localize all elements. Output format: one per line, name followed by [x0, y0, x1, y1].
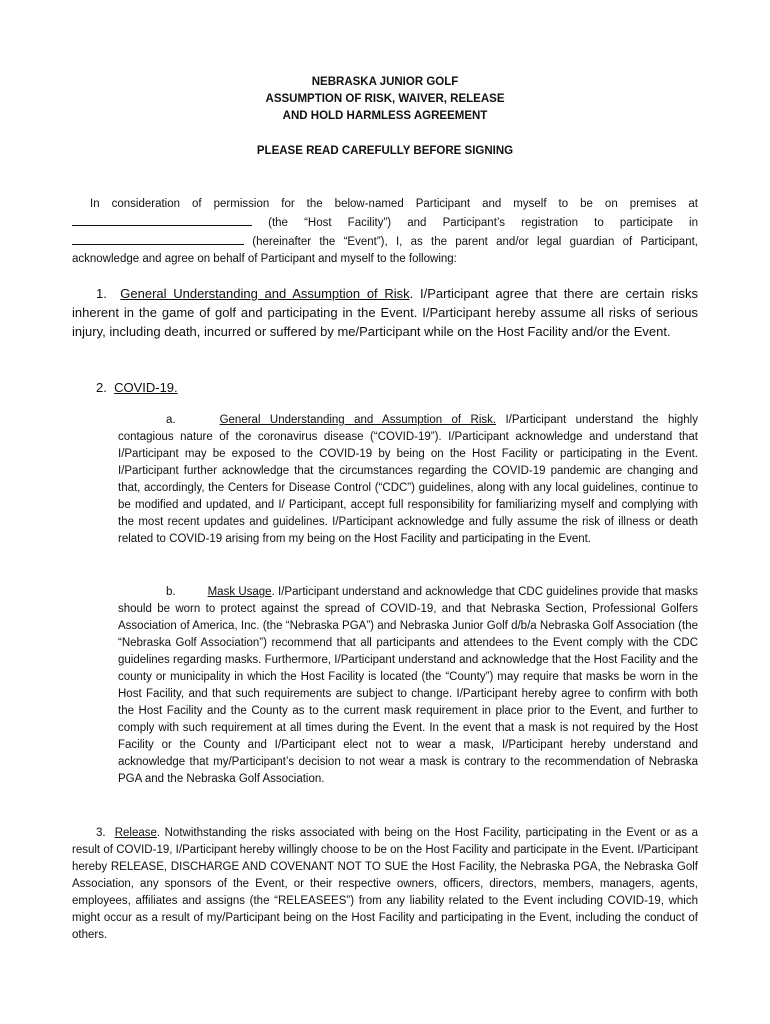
section-3-body: . Notwithstanding the risks associated with being on the Host Facility, participating in the Event or as a result of COVID-19, I/Participant hereby willingly choose to be on the Host Facility and participate in the Event. I/Participant hereby RELEASE, DISCHARGE AND COVENANT NOT TO SUE the Host Facility, the Nebraska PGA, the Nebraska Golf Association, any sponsors of the Event, or their respective owners, officers, directors, members, managers, agents, employees, affiliates and assigns (the “RELEASEES”) from any liability related to the Event including COVID-19, which might occur as a result of my/Participant being on the Host Facility and participating in the Event, including the conduct of others. — [72, 827, 698, 941]
host-facility-blank[interactable] — [72, 213, 252, 226]
section-2-number: 2. — [96, 380, 107, 395]
intro-paragraph — [72, 196, 698, 268]
section-2a — [118, 412, 698, 548]
section-3 — [72, 825, 698, 944]
read-carefully-notice: PLEASE READ CAREFULLY BEFORE SIGNING — [256, 145, 514, 157]
section-2b-body: . I/Participant understand and acknowledge that CDC guidelines provide that masks should be worn to protect against the spread of COVID-19, and that Nebraska Section, Professional Golfers Association of America, Inc. (the “Nebraska PGA”) and Nebraska Junior Golf d/b/a Nebraska Golf Association (the “Nebraska Golf Association”) recommend that all participants and attendees to the Event comply with the CDC guidelines regarding masks. Furthermore, I/Participant understand and acknowledge that the Host Facility and the county or municipality in which the Host Facility is located (the “County”) may require that masks be worn in the Host Facility, and that such requirements are subject to change. I/Participant hereby agree to confirm with both the Host Facility and the County as to the current mask requirement in place prior to the Event, and further to comply with such requirement at all times during the Event. In the event that a mask is not required by the Host Facility or the County and I/Participant elect not to wear a mask, I/Participant hereby understand and acknowledge that my/Participant’s decision to not wear a mask is contrary to the recommendation of Nebraska PGA and the Nebraska Golf Association. — [118, 586, 698, 785]
section-1-body: . I/Participant agree that there are certain risks inherent in the game of golf and participating in the Event. I/Participant hereby assume all risks of serious injury, including death, incurred or suffered by me/Participant while on the Host Facility and/or the Event. — [72, 286, 698, 339]
section-2a-body: I/Participant understand the highly contagious nature of the coronavirus disease (“COVID-19”). I/Participant acknowledge and understand that I/Participant may be exposed to the COVID-19 by being on the Host Facility or participating in the Event. I/Participant further acknowledge that the circumstances regarding the COVID-19 pandemic are changing and that, accordingly, the Centers for Disease Control (“CDC”) guidelines, along with any local guidelines, continue to be modified and updated, and I/ Participant, accept full responsibility for familiarizing myself and complying with the most recent updates and guidelines. I/Participant acknowledge and fully assume the risk of illness or death related to COVID-19 arising from my being on the Host Facility and participating in the Event. — [118, 414, 698, 545]
document-title-line-2: ASSUMPTION OF RISK, WAIVER, RELEASE — [265, 93, 505, 105]
intro-text-3: (hereinafter the “Event”), I, as the parent and/or legal guardian of Participant, acknowledge and agree on behalf of Participant and myself to the following: — [72, 236, 698, 265]
section-2-heading-line — [96, 378, 396, 397]
event-blank[interactable] — [72, 232, 244, 245]
document-title-line-3: AND HOLD HARMLESS AGREEMENT — [282, 110, 488, 122]
section-3-heading: Release — [114, 827, 157, 839]
section-1-number: 1. — [96, 286, 107, 301]
section-1 — [72, 284, 698, 341]
section-2a-heading: General Understanding and Assumption of Risk. — [219, 414, 497, 426]
section-2b-label: b. — [166, 586, 176, 598]
section-2a-label: a. — [166, 414, 176, 426]
intro-text-1: In consideration of permission for the below-named Participant and myself to be on premises at — [90, 198, 698, 210]
intro-text-2: (the “Host Facility”) and Participant’s registration to participate in — [268, 217, 698, 229]
section-2-heading: COVID-19. — [114, 380, 178, 395]
section-3-number: 3. — [96, 827, 106, 839]
document-title-line-1: NEBRASKA JUNIOR GOLF — [311, 76, 459, 88]
section-2b — [118, 584, 698, 788]
section-2b-heading: Mask Usage — [207, 586, 272, 598]
section-1-heading: General Understanding and Assumption of Risk — [120, 286, 410, 301]
